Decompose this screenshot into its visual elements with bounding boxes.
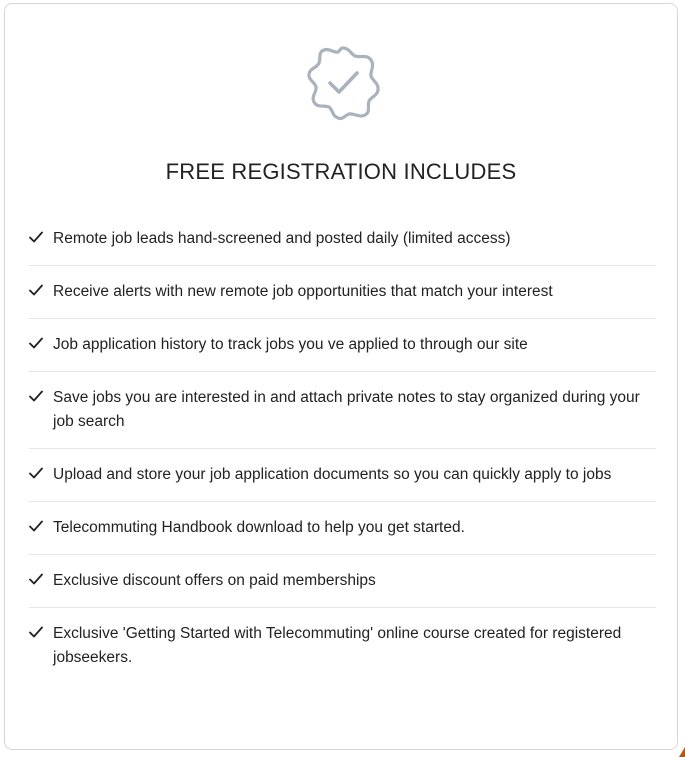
benefit-text: Exclusive discount offers on paid memberships bbox=[53, 572, 376, 589]
checkmark-icon bbox=[29, 520, 43, 532]
panel-title: FREE REGISTRATION INCLUDES bbox=[165, 159, 517, 184]
benefit-text: Receive alerts with new remote job opportunities that match your interest bbox=[53, 283, 553, 300]
verified-badge-icon bbox=[305, 44, 381, 120]
benefit-text: Telecommuting Handbook download to help you get started. bbox=[53, 519, 465, 536]
benefit-text: Save jobs you are interested in and attach private notes to stay organized during your job search bbox=[53, 389, 640, 430]
benefit-text: Exclusive 'Getting Started with Telecommuting' online course created for registered jobseekers. bbox=[53, 625, 622, 666]
list-item bbox=[29, 319, 656, 372]
checkmark-icon bbox=[29, 390, 43, 402]
checkmark-icon bbox=[29, 467, 43, 479]
checkmark-icon bbox=[29, 573, 43, 585]
list-item bbox=[29, 266, 656, 319]
registration-benefits-card bbox=[4, 3, 678, 750]
checkmark-icon bbox=[29, 626, 43, 638]
list-item bbox=[29, 214, 656, 266]
list-item bbox=[29, 449, 656, 502]
list-item bbox=[29, 502, 656, 555]
list-item bbox=[29, 372, 656, 449]
benefit-text: Job application history to track jobs you ve applied to through our site bbox=[53, 336, 528, 353]
benefit-text: Remote job leads hand-screened and posted daily (limited access) bbox=[53, 230, 511, 247]
checkmark-icon bbox=[29, 337, 43, 349]
benefits-list bbox=[29, 214, 656, 684]
benefit-text: Upload and store your job application documents so you can quickly apply to jobs bbox=[53, 466, 612, 483]
checkmark-icon bbox=[29, 231, 43, 243]
list-item bbox=[29, 608, 656, 684]
checkmark-icon bbox=[29, 284, 43, 296]
corner-accent bbox=[679, 747, 685, 757]
list-item bbox=[29, 555, 656, 608]
